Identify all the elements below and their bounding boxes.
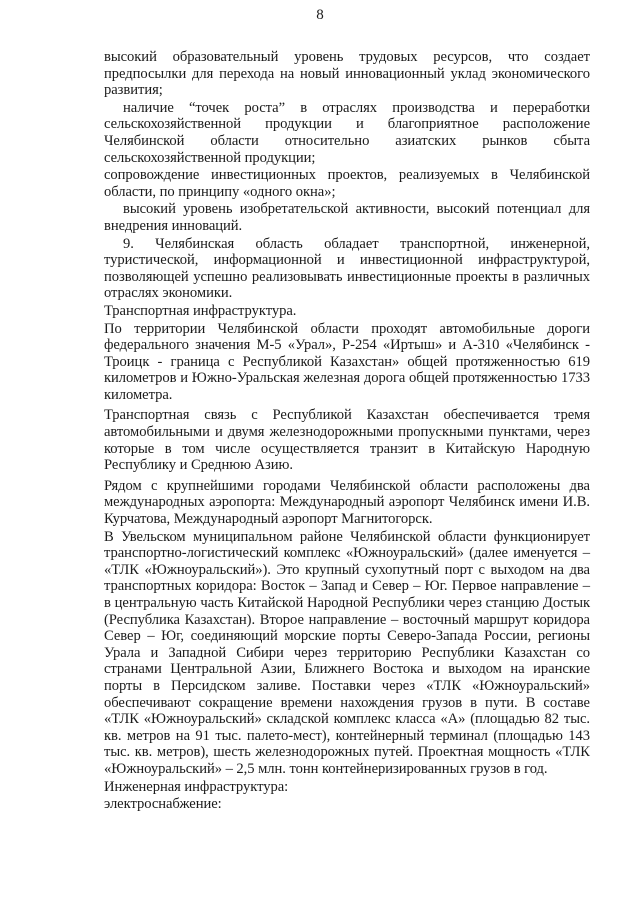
paragraph-tlk-yuzhnouralsky: В Увельском муниципальном районе Челябинской области функционирует транспортно-логистический комплекс «Южноуральский» (далее именуется – «ТЛК «Южноуральский»). Это крупный сухопутный порт с выходом на два транспортных коридора: Восток – Запад и Север – Юг. Первое направление – в центральную часть Китайской Народной Республики через станцию Достык (Республика Казахстан). Второе направление – восточный маршрут коридора Север – Юг, соединяющий морские порты Северо-Запада России, регионы Урала и Западной Сибири через территорию Республики Казахстан со странами Центральной Азии, Ближнего Востока и выходом на иранские порты в Персидском заливе. Поставки через «ТЛК «Южноуральский» обеспечивают сокращение времени нахождения грузов в пути. В составе «ТЛК «Южноуральский» складской комплекс класса «А» (площадью 82 тыс. кв. метров на 91 тыс. палето-мест), контейнерный терминал (площадью 143 тыс. кв. метров), шесть железнодорожных путей. Проектная мощность «ТЛК «Южноуральский» – 2,5 млн. тонн контейнеризированных грузов в год. bbox=[104, 528, 590, 777]
paragraph-one-window: сопровождение инвестиционных проектов, реализуемых в Челябинской области, по принципу «одного окна»; bbox=[104, 167, 590, 200]
paragraph-engineering-heading: Инженерная инфраструктура: bbox=[104, 778, 289, 795]
paragraph-transport-heading: Транспортная инфраструктура. bbox=[104, 302, 297, 319]
paragraph-kazakhstan-link: Транспортная связь с Республикой Казахстан обеспечивается тремя автомобильными и двумя железнодорожными пропускными пунктами, через которые в том числе осуществляется транзит в Китайскую Народную Республику и Среднюю Азию. bbox=[104, 407, 590, 474]
paragraph-power-supply: электроснабжение: bbox=[104, 796, 222, 813]
paragraph-roads: По территории Челябинской области проходят автомобильные дороги федерального значения М-5 «Урал», Р-254 «Иртыш» и А-310 «Челябинск - Троицк - граница с Республикой Казахстан» общей протяженностью 619 километров и Южно-Уральская железная дорога общей протяженностью 1733 километра. bbox=[104, 320, 590, 403]
paragraph-infrastructure-intro: 9. Челябинская область обладает транспортной, инженерной, туристической, информационной и инвестиционной инфраструктурой, позволяющей успешно реализовывать инвестиционные проекты в различных отраслях экономики. bbox=[104, 235, 590, 302]
paragraph-growth-points: наличие “точек роста” в отраслях производства и переработки сельскохозяйственной продукции и благоприятное расположение Челябинской области относительно азиатских рынков сбыта сельскохозяйственной продукции; bbox=[104, 99, 590, 166]
paragraph-education-level: высокий образовательный уровень трудовых ресурсов, что создает предпосылки для перехода на новый инновационный уклад экономического развития; bbox=[104, 49, 590, 99]
paragraph-innovation: высокий уровень изобретательской активности, высокий потенциал для внедрения инноваций. bbox=[104, 201, 590, 234]
document-body bbox=[104, 49, 590, 814]
page-number: 8 bbox=[316, 7, 324, 23]
paragraph-airports: Рядом с крупнейшими городами Челябинской области расположены два международных аэропорта: Международный аэропорт Челябинск имени И.В. Курчатова, Международный аэропорт Магнитогорск. bbox=[104, 477, 590, 528]
